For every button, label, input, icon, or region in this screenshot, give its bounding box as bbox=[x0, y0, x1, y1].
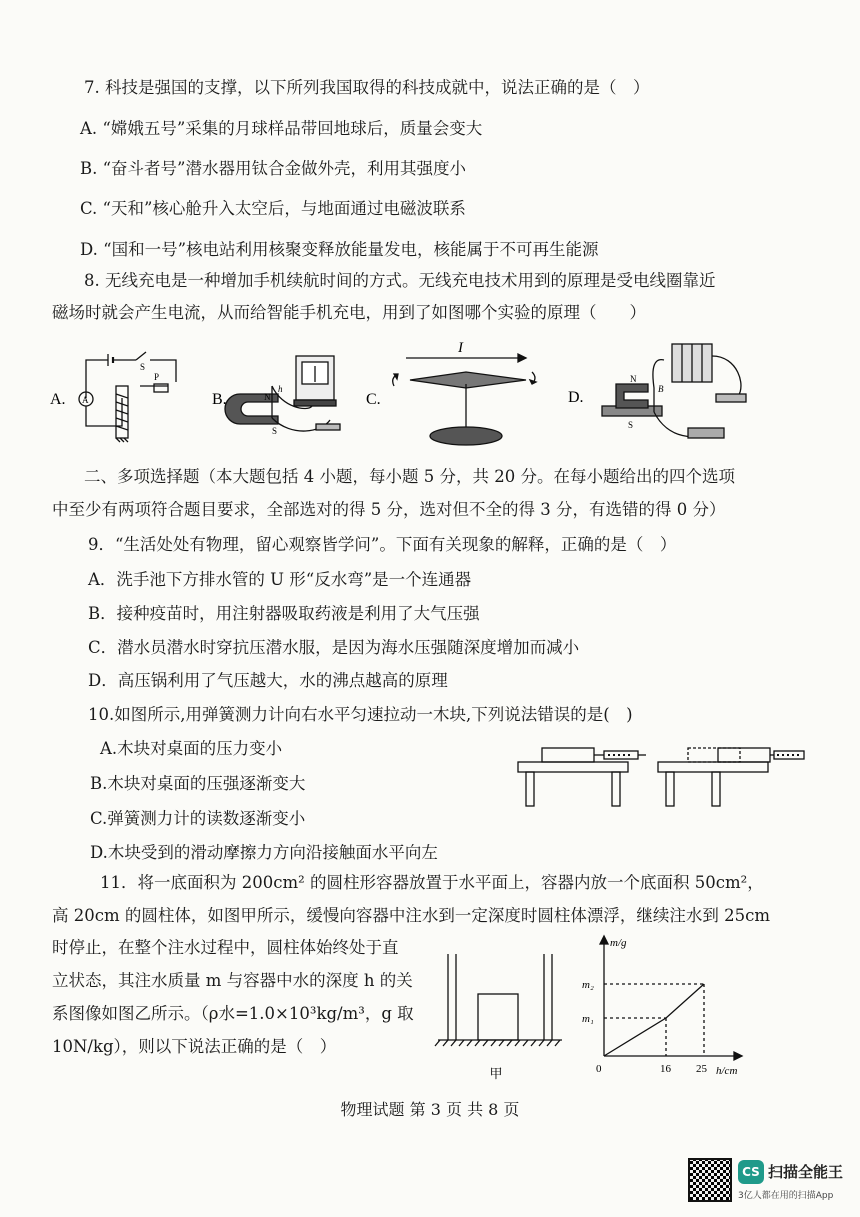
graph-tick-16: 16 bbox=[660, 1063, 671, 1075]
graph-xlabel: h/cm bbox=[716, 1065, 738, 1077]
svg-text:S: S bbox=[272, 426, 278, 436]
q7-stem: 7. 科技是强国的支撑，以下所列我国取得的科技成就中，说法正确的是（ ） bbox=[84, 78, 650, 97]
q8-figure-a bbox=[50, 348, 200, 443]
q8-stem-line2: 磁场时就会产生电流，从而给智能手机充电，用到了如图哪个实验的原理（ ） bbox=[52, 303, 646, 322]
q11-graph bbox=[582, 932, 758, 1080]
q8-figure-c bbox=[366, 336, 556, 448]
graph-m1: m₁ bbox=[582, 1013, 594, 1025]
q10-option-a: A.木块对桌面的压力变小 bbox=[100, 739, 283, 758]
q11-fig-jia-label: 甲 bbox=[489, 1067, 503, 1082]
svg-text:N: N bbox=[630, 374, 637, 384]
q7-option-a: A. “嫦娥五号”采集的月球样品带回地球后，质量会变大 bbox=[80, 119, 483, 138]
scanner-brand: 扫描全能王 bbox=[768, 1163, 844, 1181]
scanner-slogan: 3亿人都在用的扫描App bbox=[738, 1191, 834, 1201]
q10-option-d: D.木块受到的滑动摩擦力方向沿接触面水平向左 bbox=[90, 843, 438, 862]
camscanner-logo-icon: CS bbox=[738, 1160, 764, 1184]
q10-figure bbox=[512, 740, 812, 812]
q9-stem: 9．“生活处处有物理，留心观察皆学问”。下面有关现象的解释，正确的是（ ） bbox=[88, 535, 677, 554]
graph-tick-25: 25 bbox=[696, 1063, 707, 1075]
q11-line5: 系图像如图乙所示。（ρ水=1.0×10³kg/m³，g 取 bbox=[52, 1004, 414, 1023]
q8-label-c: C. bbox=[366, 391, 381, 408]
svg-text:B: B bbox=[658, 384, 664, 394]
svg-text:A: A bbox=[82, 395, 89, 405]
q7-option-c: C. “天和”核心舱升入太空后，与地面通过电磁波联系 bbox=[80, 199, 466, 218]
qr-code-icon bbox=[688, 1158, 732, 1202]
q9-option-a: A．洗手池下方排水管的 U 形“反水弯”是一个连通器 bbox=[88, 570, 472, 589]
q11-figure-jia bbox=[432, 944, 572, 1084]
q9-option-b: B．接种疫苗时，用注射器吸取药液是利用了大气压强 bbox=[88, 604, 480, 623]
q7-option-b: B. “奋斗者号”潜水器用钛合金做外壳，利用其强度小 bbox=[80, 159, 466, 178]
svg-text:S: S bbox=[628, 420, 634, 430]
q7-option-d: D. “国和一号”核电站利用核聚变释放能量发电，核能属于不可再生能源 bbox=[80, 240, 599, 259]
q11-line4: 立状态，其注水质量 m 与容器中水的深度 h 的关 bbox=[52, 971, 413, 990]
svg-text:P: P bbox=[154, 372, 160, 382]
svg-text:S: S bbox=[140, 362, 146, 372]
q9-option-c: C．潜水员潜水时穿抗压潜水服，是因为海水压强随深度增加而减小 bbox=[88, 638, 580, 657]
svg-text:N: N bbox=[264, 392, 271, 402]
q8-stem-line1: 8. 无线充电是一种增加手机续航时间的方式。无线充电技术用到的原理是受电线圈靠近 bbox=[84, 271, 716, 290]
svg-text:I: I bbox=[458, 340, 463, 356]
graph-ylabel: m/g bbox=[610, 937, 627, 949]
q9-option-d: D．高压锅利用了气压越大，水的沸点越高的原理 bbox=[88, 671, 448, 690]
q8-figure-d bbox=[568, 336, 768, 451]
section2-heading-line2: 中至少有两项符合题目要求，全部选对的得 5 分，选对但不全的得 3 分，有选错的得 0 分） bbox=[52, 500, 726, 519]
q8-figure-b bbox=[212, 348, 362, 443]
q11-line3: 时停止，在整个注水过程中，圆柱体始终处于直 bbox=[52, 938, 399, 957]
scanner-watermark bbox=[688, 1158, 848, 1206]
q10-option-c: C.弹簧测力计的读数逐渐变小 bbox=[90, 809, 306, 828]
q11-line1: 11．将一底面积为 200cm² 的圆柱形容器放置于水平面上，容器内放一个底面积 50cm²， bbox=[100, 873, 764, 892]
graph-origin: 0 bbox=[596, 1063, 602, 1075]
q8-label-a: A. bbox=[50, 391, 66, 408]
section2-heading-line1: 二、多项选择题（本大题包括 4 小题，每小题 5 分，共 20 分。在每小题给出的四个选项 bbox=[84, 467, 735, 486]
q10-stem: 10.如图所示,用弹簧测力计向右水平匀速拉动一木块,下列说法错误的是( ) bbox=[88, 705, 633, 724]
graph-m2: m₂ bbox=[582, 979, 594, 991]
q8-label-b: B. bbox=[212, 391, 227, 408]
q11-line2: 高 20cm 的圆柱体，如图甲所示，缓慢向容器中注水到一定深度时圆柱体漂浮，继续注水到 25cm bbox=[52, 906, 770, 925]
svg-text:h: h bbox=[278, 384, 283, 394]
q8-label-d: D. bbox=[568, 389, 584, 406]
q10-option-b: B.木块对桌面的压强逐渐变大 bbox=[90, 774, 306, 793]
q11-line6: 10N/kg），则以下说法正确的是（ ） bbox=[52, 1037, 337, 1056]
page-footer: 物理试题 第 3 页 共 8 页 bbox=[340, 1100, 520, 1119]
